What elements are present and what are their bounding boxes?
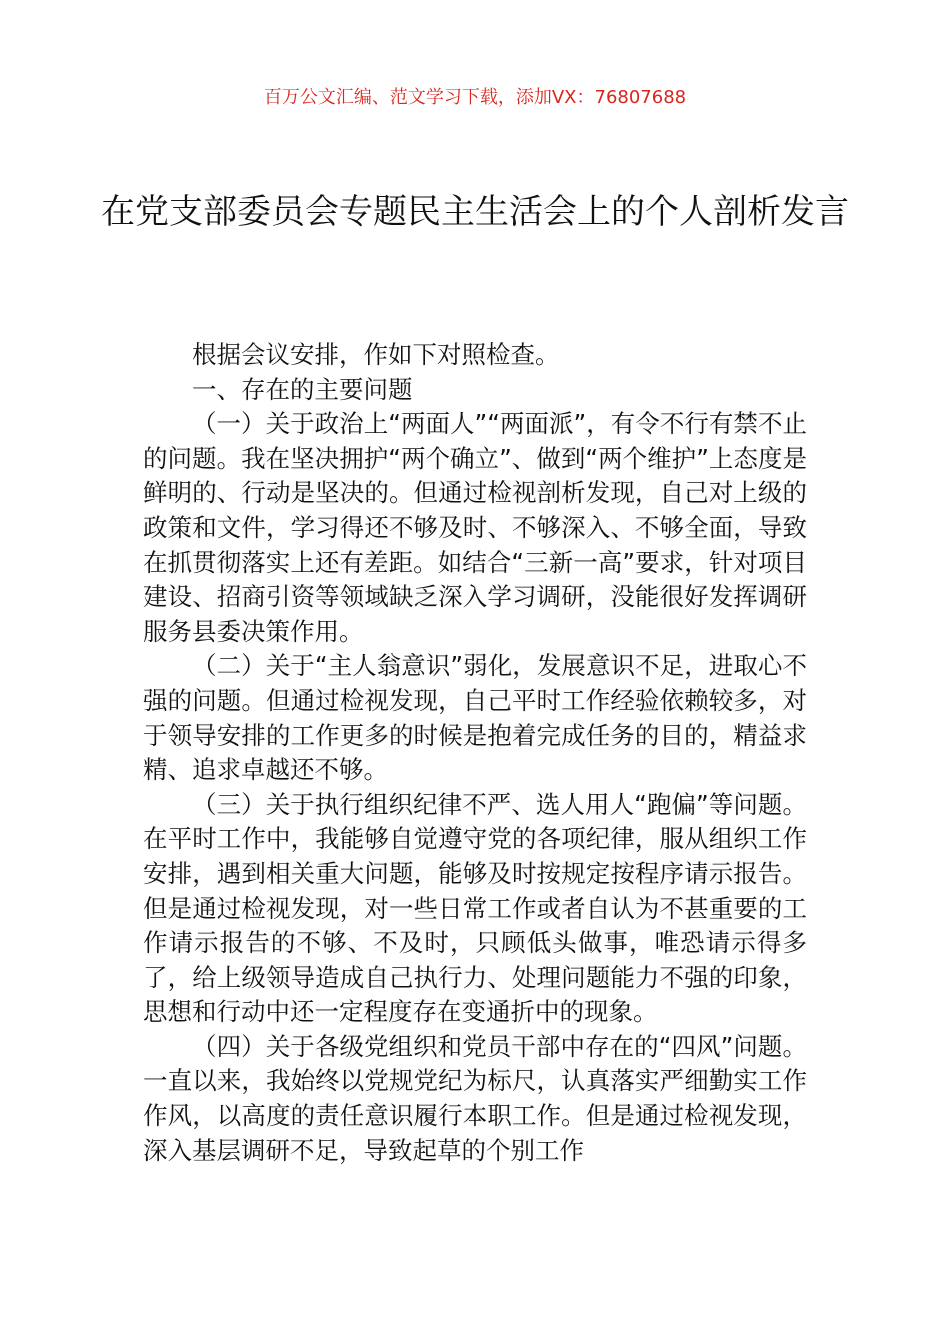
document-body [143, 338, 807, 1168]
paragraph-item-4: （四）关于各级党组织和党员干部中存在的“四风”问题。一直以来，我始终以党规党纪为标尺，认真落实严细勤实工作作风，以高度的责任意识履行本职工作。但是通过检视发现，深入基层调研不足，导致起草的个别工作 [143, 1031, 807, 1165]
paragraph-item-3: （三）关于执行组织纪律不严、选人用人“跑偏”等问题。在平时工作中，我能够自觉遵守党的各项纪律，服从组织工作安排，遇到相关重大问题，能够及时按规定按程序请示报告。但是通过检视发现，对一些日常工作或者自认为不甚重要的工作请示报告的不够、不及时，只顾低头做事，唯恐请示得多了，给上级领导造成自己执行力、处理问题能力不强的印象，思想和行动中还一定程度存在变通折中的现象。 [143, 789, 807, 1027]
document-title: 在党支部委员会专题民主生活会上的个人剖析发言 [101, 192, 849, 232]
paragraph-intro: 根据会议安排，作如下对照检查。 [192, 340, 560, 369]
section-heading-problems: 一、存在的主要问题 [192, 374, 413, 404]
paragraph-item-1: （一）关于政治上“两面人”“两面派”，有令不行有禁不止的问题。我在坚决拥护“两个确立”、做到“两个维护”上态度是鲜明的、行动是坚决的。但通过检视剖析发现，自己对上级的政策和文件，学习得还不够及时、不够深入、不够全面，导致在抓贯彻落实上还有差距。如结合“三新一高”要求，针对项目建设、招商引资等领域缺乏深入学习调研，没能很好发挥调研服务县委决策作用。 [143, 409, 807, 646]
paragraph-item-2: （二）关于“主人翁意识”弱化，发展意识不足，进取心不强的问题。但通过检视发现，自己平时工作经验依赖较多，对于领导安排的工作更多的时候是抱着完成任务的目的，精益求精、追求卓越还不够。 [143, 651, 807, 785]
header-watermark-note: 百万公文汇编、范文学习下载，添加VX：76807688 [263, 87, 687, 108]
